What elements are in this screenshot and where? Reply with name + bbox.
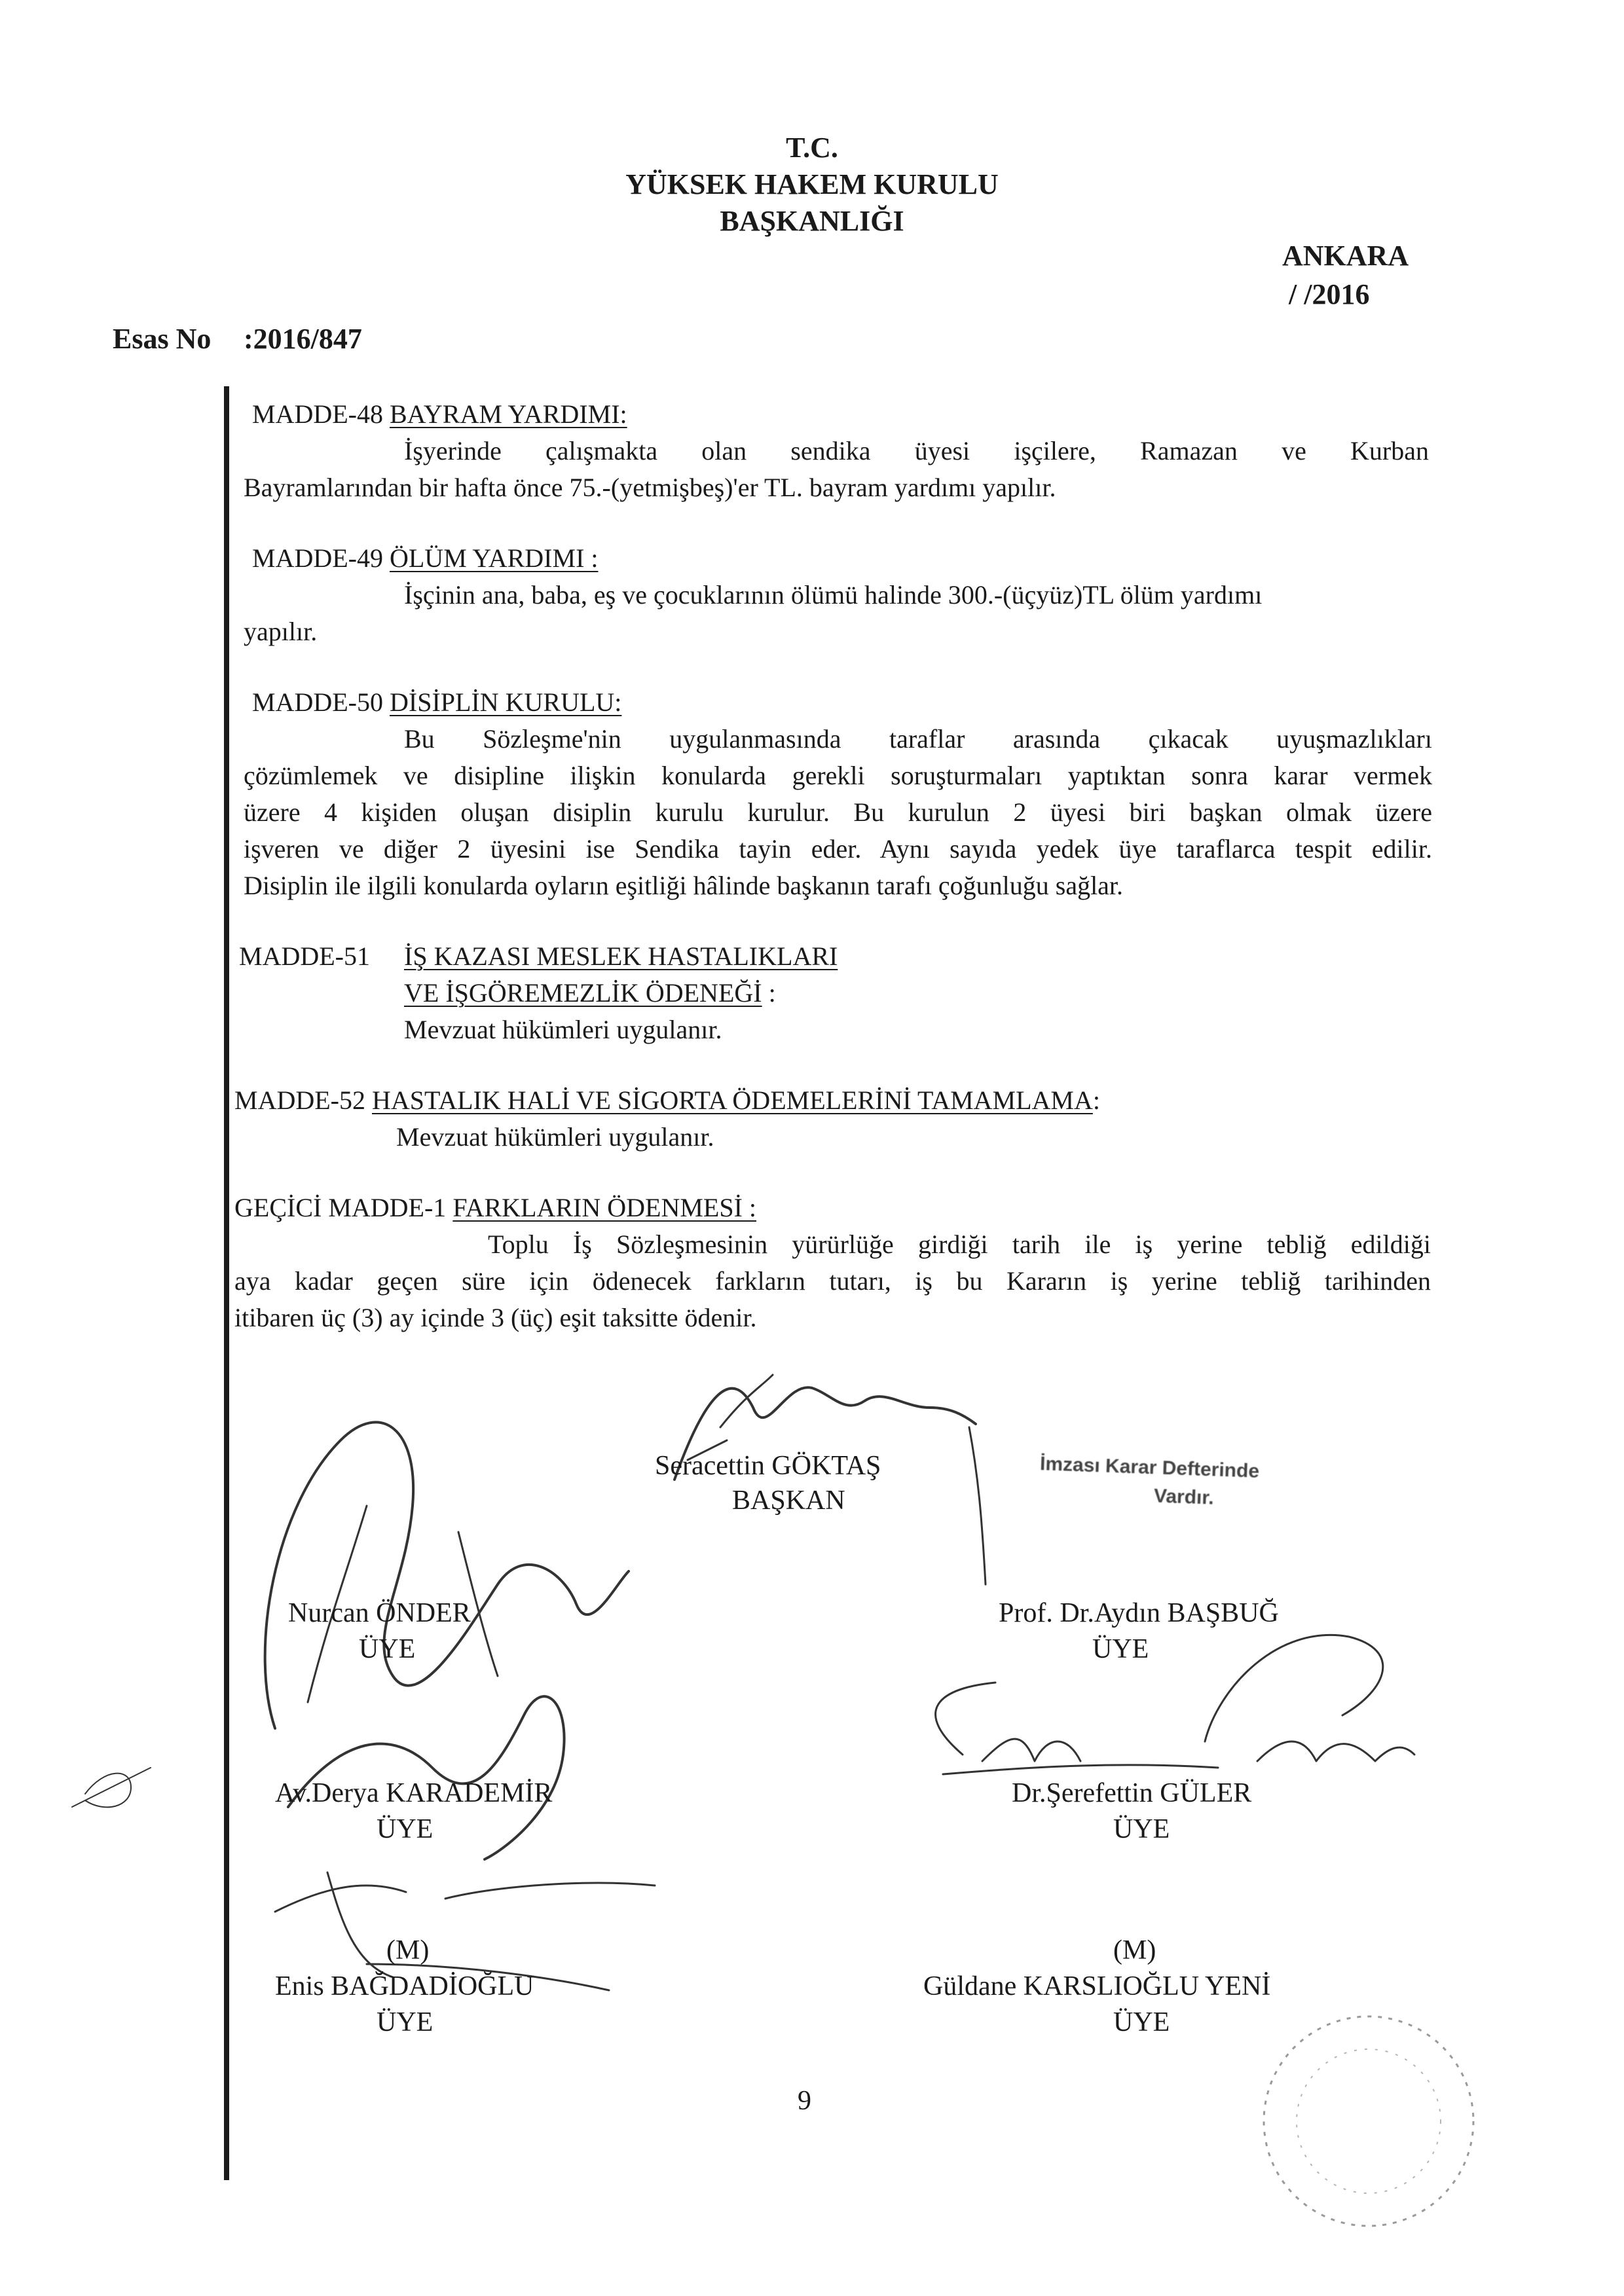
article-50-number: MADDE-50 bbox=[252, 687, 383, 717]
article-50-line1: Bu Sözleşme'nin uygulanmasında taraflar arasında çıkacak uyuşmazlıkları bbox=[404, 724, 1432, 754]
header-tc: T.C. bbox=[786, 132, 838, 164]
member-6-role: ÜYE bbox=[1113, 2007, 1170, 2037]
provisional-article-1-line3: itibaren üç (3) ay içinde 3 (üç) eşit taksitte ödenir. bbox=[234, 1303, 757, 1332]
provisional-article-1-line1: Toplu İş Sözleşmesinin yürürlüğe girdiği tarih ile iş yerine tebliğ edildiği bbox=[488, 1230, 1431, 1259]
esas-no-value: :2016/847 bbox=[244, 323, 362, 355]
member-1-role: ÜYE bbox=[359, 1634, 416, 1664]
page-number: 9 bbox=[798, 2086, 811, 2116]
article-52-body: Mevzuat hükümleri uygulanır. bbox=[396, 1122, 714, 1152]
article-48-number: MADDE-48 bbox=[252, 399, 383, 429]
article-52-title-colon: : bbox=[1092, 1085, 1101, 1115]
stamp-line2: Vardır. bbox=[1153, 1485, 1215, 1509]
article-51-body: Mevzuat hükümleri uygulanır. bbox=[404, 1015, 722, 1044]
provisional-article-1-number: GEÇİCİ MADDE-1 bbox=[234, 1193, 447, 1222]
header-presidency: BAŞKANLIĞI bbox=[720, 205, 904, 237]
article-50-line5: Disiplin ile ilgili konularda oyların eşitliği hâlinde başkanın tarafı çoğunluğu sağlar. bbox=[244, 871, 1124, 900]
article-49-line2: yapılır. bbox=[244, 617, 318, 646]
header-city: ANKARA bbox=[1282, 240, 1409, 272]
member-5-prefix: (M) bbox=[386, 1935, 430, 1965]
president-role: BAŞKAN bbox=[732, 1485, 845, 1516]
member-5-role: ÜYE bbox=[377, 2007, 434, 2037]
member-2-name: Prof. Dr.Aydın BAŞBUĞ bbox=[999, 1598, 1279, 1628]
member-1-name: Nurcan ÖNDER bbox=[288, 1598, 471, 1628]
article-51-title-line1: İŞ KAZASI MESLEK HASTALIKLARI bbox=[404, 941, 838, 971]
article-48-title: BAYRAM YARDIMI: bbox=[389, 399, 627, 429]
article-51-number: MADDE-51 bbox=[239, 941, 370, 971]
article-52-title: HASTALIK HALİ VE SİGORTA ÖDEMELERİNİ TAMAMLAMA bbox=[371, 1085, 1093, 1115]
article-50-line4: işveren ve diğer 2 üyesini ise Sendika tayin eder. Aynı sayıda yedek üye taraflarca tespit edilir. bbox=[244, 834, 1432, 864]
article-51-title-line2-text: VE İŞGÖREMEZLİK ÖDENEĞİ bbox=[404, 978, 762, 1008]
provisional-article-1-title: FARKLARIN ÖDENMESİ : bbox=[452, 1193, 757, 1222]
provisional-article-1-line2: aya kadar geçen süre için ödenecek farkların tutarı, iş bu Kararın iş yerine tebliğ tarihinden bbox=[234, 1266, 1431, 1296]
article-48-line1: İşyerinde çalışmakta olan sendika üyesi işçilere, Ramazan ve Kurban bbox=[404, 436, 1429, 465]
member-3-role: ÜYE bbox=[377, 1814, 434, 1844]
header-institution: YÜKSEK HAKEM KURULU bbox=[625, 168, 999, 200]
member-4-name: Dr.Şerefettin GÜLER bbox=[1012, 1778, 1252, 1808]
member-6-prefix: (M) bbox=[1113, 1935, 1156, 1965]
esas-no-label: Esas No bbox=[113, 323, 212, 355]
president-name: Seracettin GÖKTAŞ bbox=[655, 1451, 881, 1481]
article-49-title: ÖLÜM YARDIMI : bbox=[389, 543, 599, 573]
article-50-title: DİSİPLİN KURULU: bbox=[389, 687, 622, 717]
member-4-role: ÜYE bbox=[1113, 1814, 1170, 1844]
article-51-title-colon: : bbox=[768, 978, 776, 1008]
article-50-line3: üzere 4 kişiden oluşan disiplin kurulu kurulur. Bu kurulun 2 üyesi biri başkan olmak üzere bbox=[244, 797, 1432, 827]
member-5-name: Enis BAĞDADİOĞLU bbox=[275, 1971, 534, 2001]
article-49-line1: İşçinin ana, baba, eş ve çocuklarının ölümü halinde 300.-(üçyüz)TL ölüm yardımı bbox=[404, 580, 1263, 610]
member-6-name: Güldane KARSLIOĞLU YENİ bbox=[923, 1971, 1271, 2001]
article-52-number: MADDE-52 bbox=[234, 1085, 365, 1115]
stamp-line1: İmzası Karar Defterinde bbox=[1039, 1453, 1260, 1482]
member-3-name: Av.Derya KARADEMİR bbox=[275, 1778, 553, 1808]
member-2-role: ÜYE bbox=[1092, 1634, 1149, 1664]
article-48-line2: Bayramlarından bir hafta önce 75.-(yetmişbeş)'er TL. bayram yardımı yapılır. bbox=[244, 473, 1056, 502]
header-date: / /2016 bbox=[1289, 278, 1370, 310]
article-49-number: MADDE-49 bbox=[252, 543, 383, 573]
article-50-line2: çözümlemek ve disipline ilişkin konularda gerekli soruşturmaları yaptıktan sonra karar vermek bbox=[244, 761, 1432, 790]
